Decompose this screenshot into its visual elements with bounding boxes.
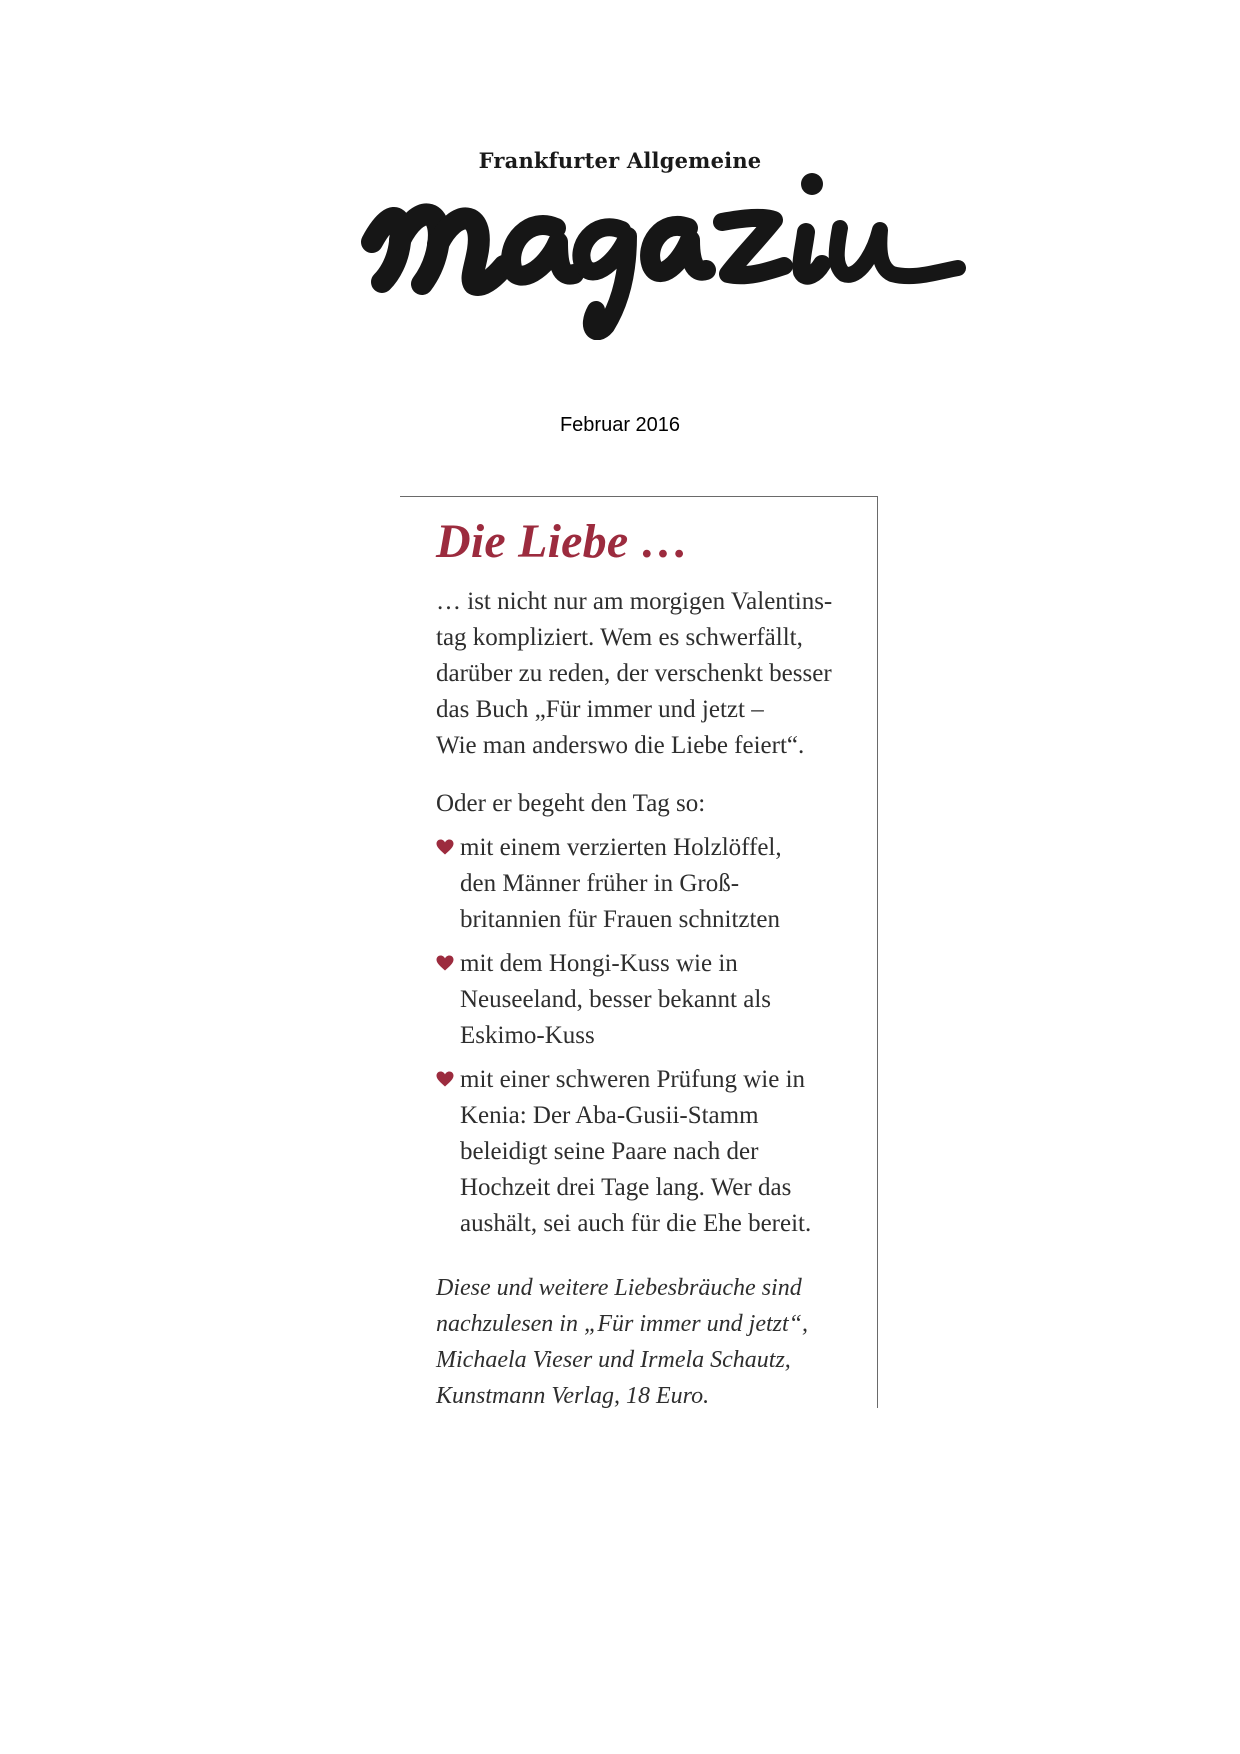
list-item-line: mit einer schweren Prüfung wie in: [460, 1066, 806, 1093]
credit-line: nachzulesen in „Für immer und jetzt“,: [436, 1311, 808, 1337]
list-item-line: Eskimo-Kuss: [460, 1022, 595, 1049]
intro-line: tag kompliziert. Wem es schwerfällt,: [436, 624, 803, 651]
magazin-logo: [360, 150, 970, 340]
list-item-line: Hochzeit drei Tage lang. Wer das: [460, 1174, 792, 1201]
article-body: [436, 584, 836, 1414]
intro-line: … ist nicht nur am morgigen Valentins-: [436, 588, 833, 615]
credit-line: Michaela Vieser und Irmela Schautz,: [436, 1347, 791, 1373]
heart-icon: [436, 839, 454, 855]
publication-date: Februar 2016: [559, 414, 681, 436]
list-item-line: Kenia: Der Aba-Gusii-Stamm: [460, 1102, 759, 1129]
list-item: [436, 946, 836, 1054]
list-item-line: den Männer früher in Groß-: [460, 870, 740, 897]
list-item-line: aushält, sei auch für die Ehe bereit.: [460, 1210, 812, 1237]
heart-icon: [436, 1071, 454, 1087]
credit-line: Kunstmann Verlag, 18 Euro.: [436, 1383, 710, 1409]
intro-line: Wie man anderswo die Liebe feiert“.: [436, 732, 805, 759]
lead-in: Oder er begeht den Tag so:: [436, 790, 706, 817]
list-item: [436, 1062, 836, 1242]
intro-line: darüber zu reden, der verschenkt besser: [436, 660, 832, 687]
list-item: [436, 830, 836, 938]
intro-line: das Buch „Für immer und jetzt –: [436, 696, 764, 723]
article-headline: Die Liebe …: [436, 515, 689, 568]
masthead-publisher: Frankfurter Allgemeine: [478, 148, 762, 173]
heart-icon: [436, 955, 454, 971]
list-item-line: mit dem Hongi-Kuss wie in: [460, 950, 738, 977]
list-item-line: britannien für Frauen schnitzten: [460, 906, 781, 933]
article-clipping: [400, 496, 878, 1408]
list-item-line: beleidigt seine Paare nach der: [460, 1138, 759, 1165]
credit-line: Diese und weitere Liebesbräuche sind: [436, 1275, 802, 1301]
right-rule: [877, 496, 878, 1408]
custom-list: [436, 830, 836, 1242]
logo-text: magazin: [360, 150, 364, 151]
intro-paragraph: [436, 584, 836, 764]
book-credit: [436, 1270, 836, 1414]
list-item-line: mit einem verzierten Holzlöffel,: [460, 834, 782, 861]
list-item-line: Neuseeland, besser bekannt als: [460, 986, 771, 1013]
top-rule: [400, 496, 878, 497]
